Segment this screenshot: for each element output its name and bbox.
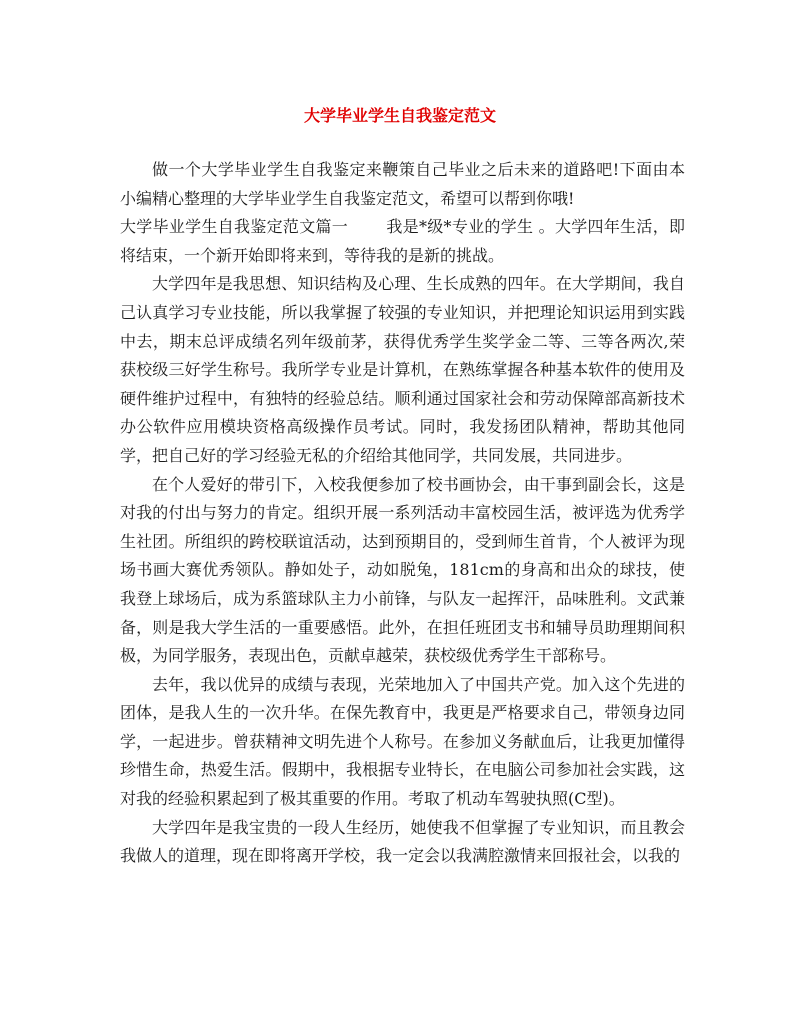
paragraph-intro: 做一个大学毕业学生自我鉴定来鞭策自己毕业之后未来的道路吧!下面由本小编精心整理的大学毕业学生自我鉴定范文，希望可以帮到你哦! <box>120 160 685 208</box>
section-heading: 大学毕业学生自我鉴定范文篇一 <box>120 217 349 237</box>
paragraph-academics: 大学四年是我思想、知识结构及心理、生长成熟的四年。在大学期间，我自己认真学习专业技能，所以我掌握了较强的专业知识，并把理论知识运用到实践中去，期末总评成绩名列年级前茅，获得优秀学生奖学金二等、三等各两次,荣获校级三好学生称号。我所学专业是计算机，在熟练掌握各种基本软件的使用及硬件维护过程中，有独特的经验总结。顺利通过国家社会和劳动保障部高新技术办公软件应用模块资格高级操作员考试。同时，我发扬团队精神，帮助其他同学，把自己好的学习经验无私的介绍给其他同学，共同发展，共同进步。 <box>120 274 685 465</box>
paragraph-activities: 在个人爱好的带引下，入校我便参加了校书画协会，由干事到副会长，这是对我的付出与努力的肯定。组织开展一系列活动丰富校园生活，被评选为优秀学生社团。所组织的跨校联谊活动，达到预期目的，受到师生首肯，个人被评为现场书画大赛优秀领队。静如处子，动如脱兔，181cm的身高和出众的球技，使我登上球场后，成为系篮球队主力小前锋，与队友一起挥汗，品味胜利。文武兼备，则是我大学生活的一重要感悟。此外，在担任班团支书和辅导员助理期间积极，为同学服务，表现出色，贡献卓越荣，获校级优秀学生干部称号。 <box>120 474 685 666</box>
document-title: 大学毕业学生自我鉴定范文 <box>303 106 496 125</box>
paragraph-section-start <box>120 213 685 270</box>
document-body <box>120 156 685 871</box>
section-opening-text: 我是*级*专业的学生 。大学四年生活，即将结束，一个新开始即将来到，等待我的是新的挑战。 <box>120 217 685 265</box>
paragraph-party: 去年，我以优异的成绩与表现，光荣地加入了中国共产党。加入这个先进的团体，是我人生的一次升华。在保先教育中，我更是严格要求自己，带领身边同学，一起进步。曾获精神文明先进个人称号。在参加义务献血后，让我更加懂得珍惜生命，热爱生活。假期中，我根据专业特长，在电脑公司参加社会实践，这对我的经验积累起到了极其重要的作用。考取了机动车驾驶执照(C型)。 <box>120 674 685 809</box>
paragraph-conclusion: 大学四年是我宝贵的一段人生经历，她使我不但掌握了专业知识，而且教会我做人的道理，现在即将离开学校，我一定会以我满腔激情来回报社会，以我的 <box>120 817 685 866</box>
